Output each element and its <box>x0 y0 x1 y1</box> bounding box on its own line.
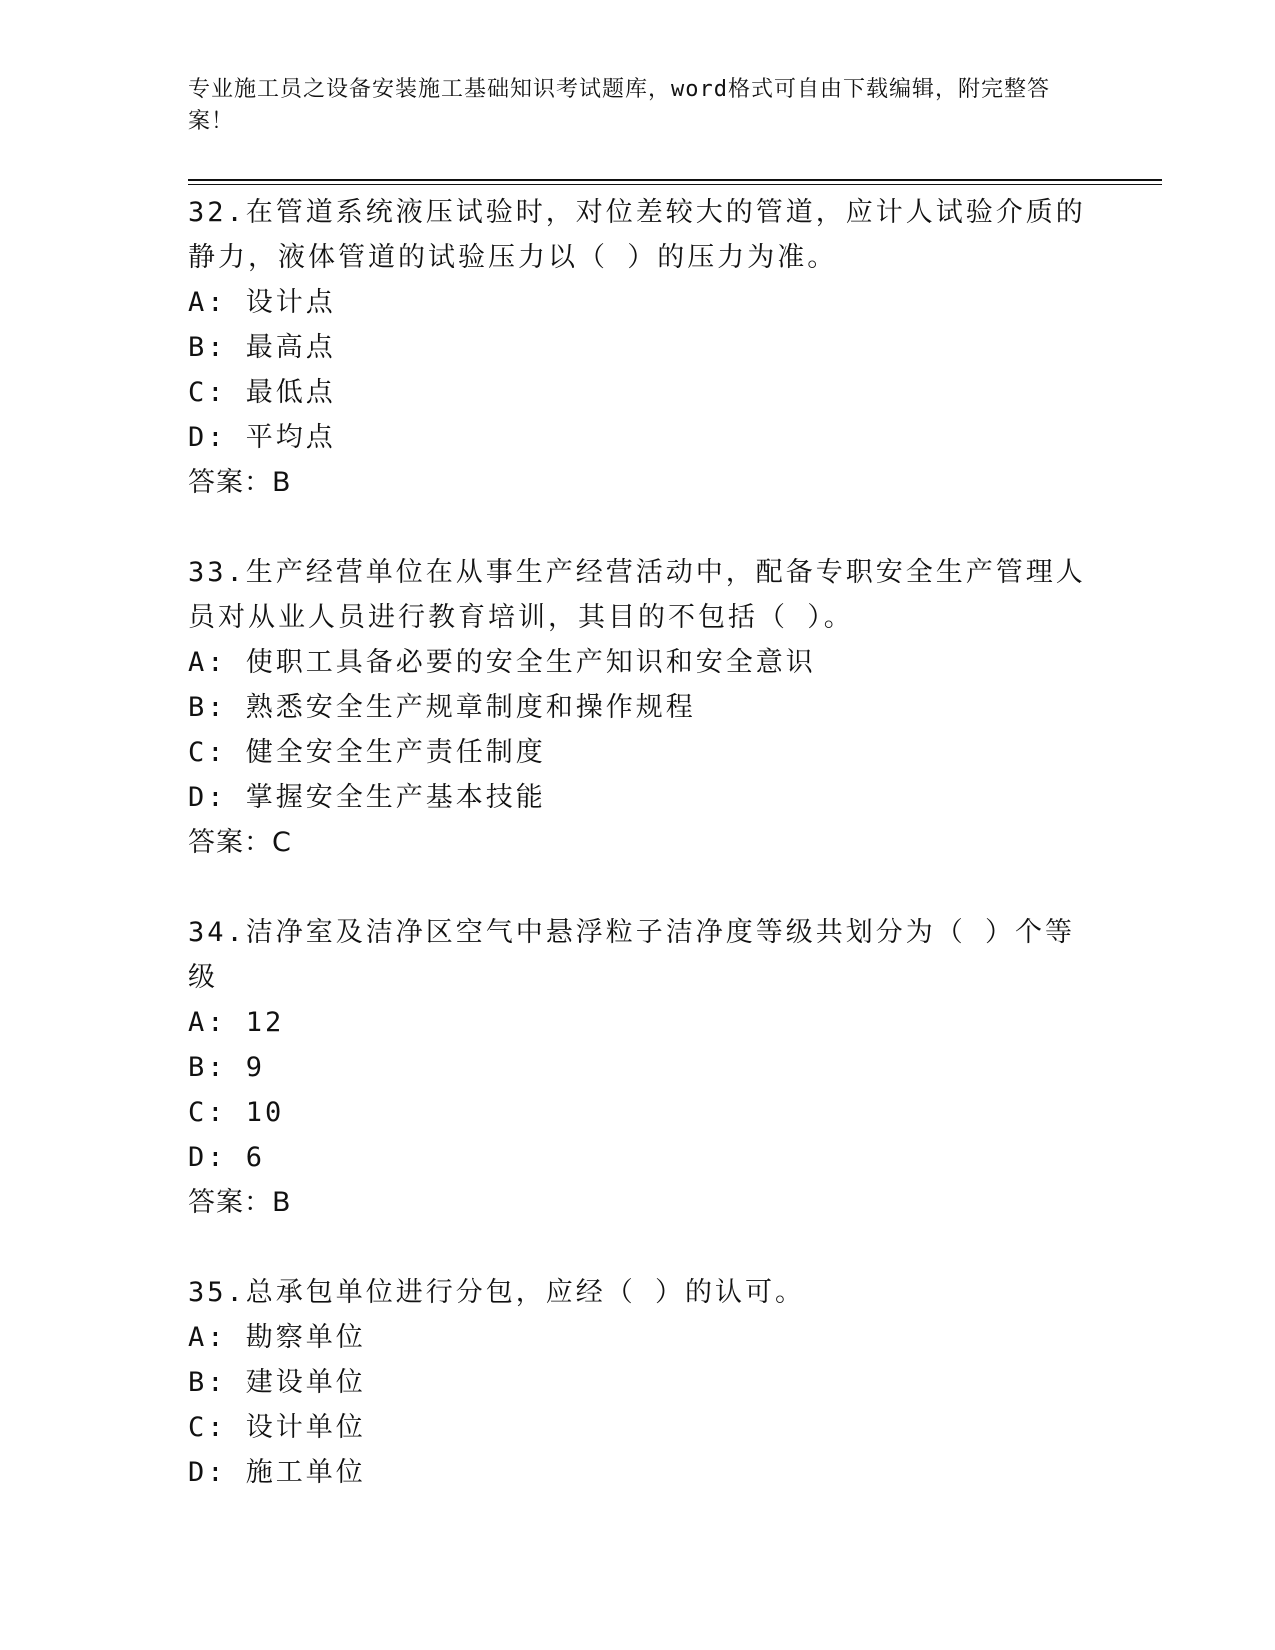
question-32 <box>188 190 1088 550</box>
question-stem: 34.洁净室及洁净区空气中悬浮粒子洁净度等级共划分为（ ）个等级 <box>188 917 1076 993</box>
document-header: 专业施工员之设备安装施工基础知识考试题库，word格式可自由下载编辑，附完整答案！ <box>188 77 1050 134</box>
option-a: A: 使职工具备必要的安全生产知识和安全意识 <box>188 647 816 678</box>
question-stem: 35.总承包单位进行分包，应经（ ）的认可。 <box>188 1277 806 1308</box>
answer-line: 答案：B <box>188 1187 292 1218</box>
option-c: C: 设计单位 <box>188 1412 366 1443</box>
option-a: A: 勘察单位 <box>188 1322 366 1353</box>
header-divider-thin <box>188 184 1162 185</box>
option-d: D: 掌握安全生产基本技能 <box>188 782 546 813</box>
header-divider-thick <box>188 179 1162 181</box>
question-spacer <box>188 1225 1088 1270</box>
option-d: D: 平均点 <box>188 422 336 453</box>
question-stem: 33.生产经营单位在从事生产经营活动中，配备专职安全生产管理人员对从业人员进行教育培训，其目的不包括（ ）。 <box>188 557 1086 633</box>
option-a: A: 设计点 <box>188 287 336 318</box>
option-d: D: 6 <box>188 1142 266 1173</box>
option-a: A: 12 <box>188 1007 285 1038</box>
option-b: B: 最高点 <box>188 332 336 363</box>
option-c: C: 10 <box>188 1097 285 1128</box>
option-c: C: 最低点 <box>188 377 336 408</box>
question-33 <box>188 550 1088 910</box>
answer-line: 答案：B <box>188 467 292 498</box>
answer-line: 答案：C <box>188 827 292 858</box>
option-b: B: 9 <box>188 1052 266 1083</box>
question-spacer <box>188 865 1088 910</box>
question-stem: 32.在管道系统液压试验时，对位差较大的管道，应计人试验介质的静力，液体管道的试验压力以（ ）的压力为准。 <box>188 197 1086 273</box>
option-c: C: 健全安全生产责任制度 <box>188 737 546 768</box>
question-34 <box>188 910 1088 1270</box>
option-b: B: 熟悉安全生产规章制度和操作规程 <box>188 692 696 723</box>
question-list <box>188 190 1088 1495</box>
option-d: D: 施工单位 <box>188 1457 366 1488</box>
option-b: B: 建设单位 <box>188 1367 366 1398</box>
question-35 <box>188 1270 1088 1495</box>
question-spacer <box>188 505 1088 550</box>
